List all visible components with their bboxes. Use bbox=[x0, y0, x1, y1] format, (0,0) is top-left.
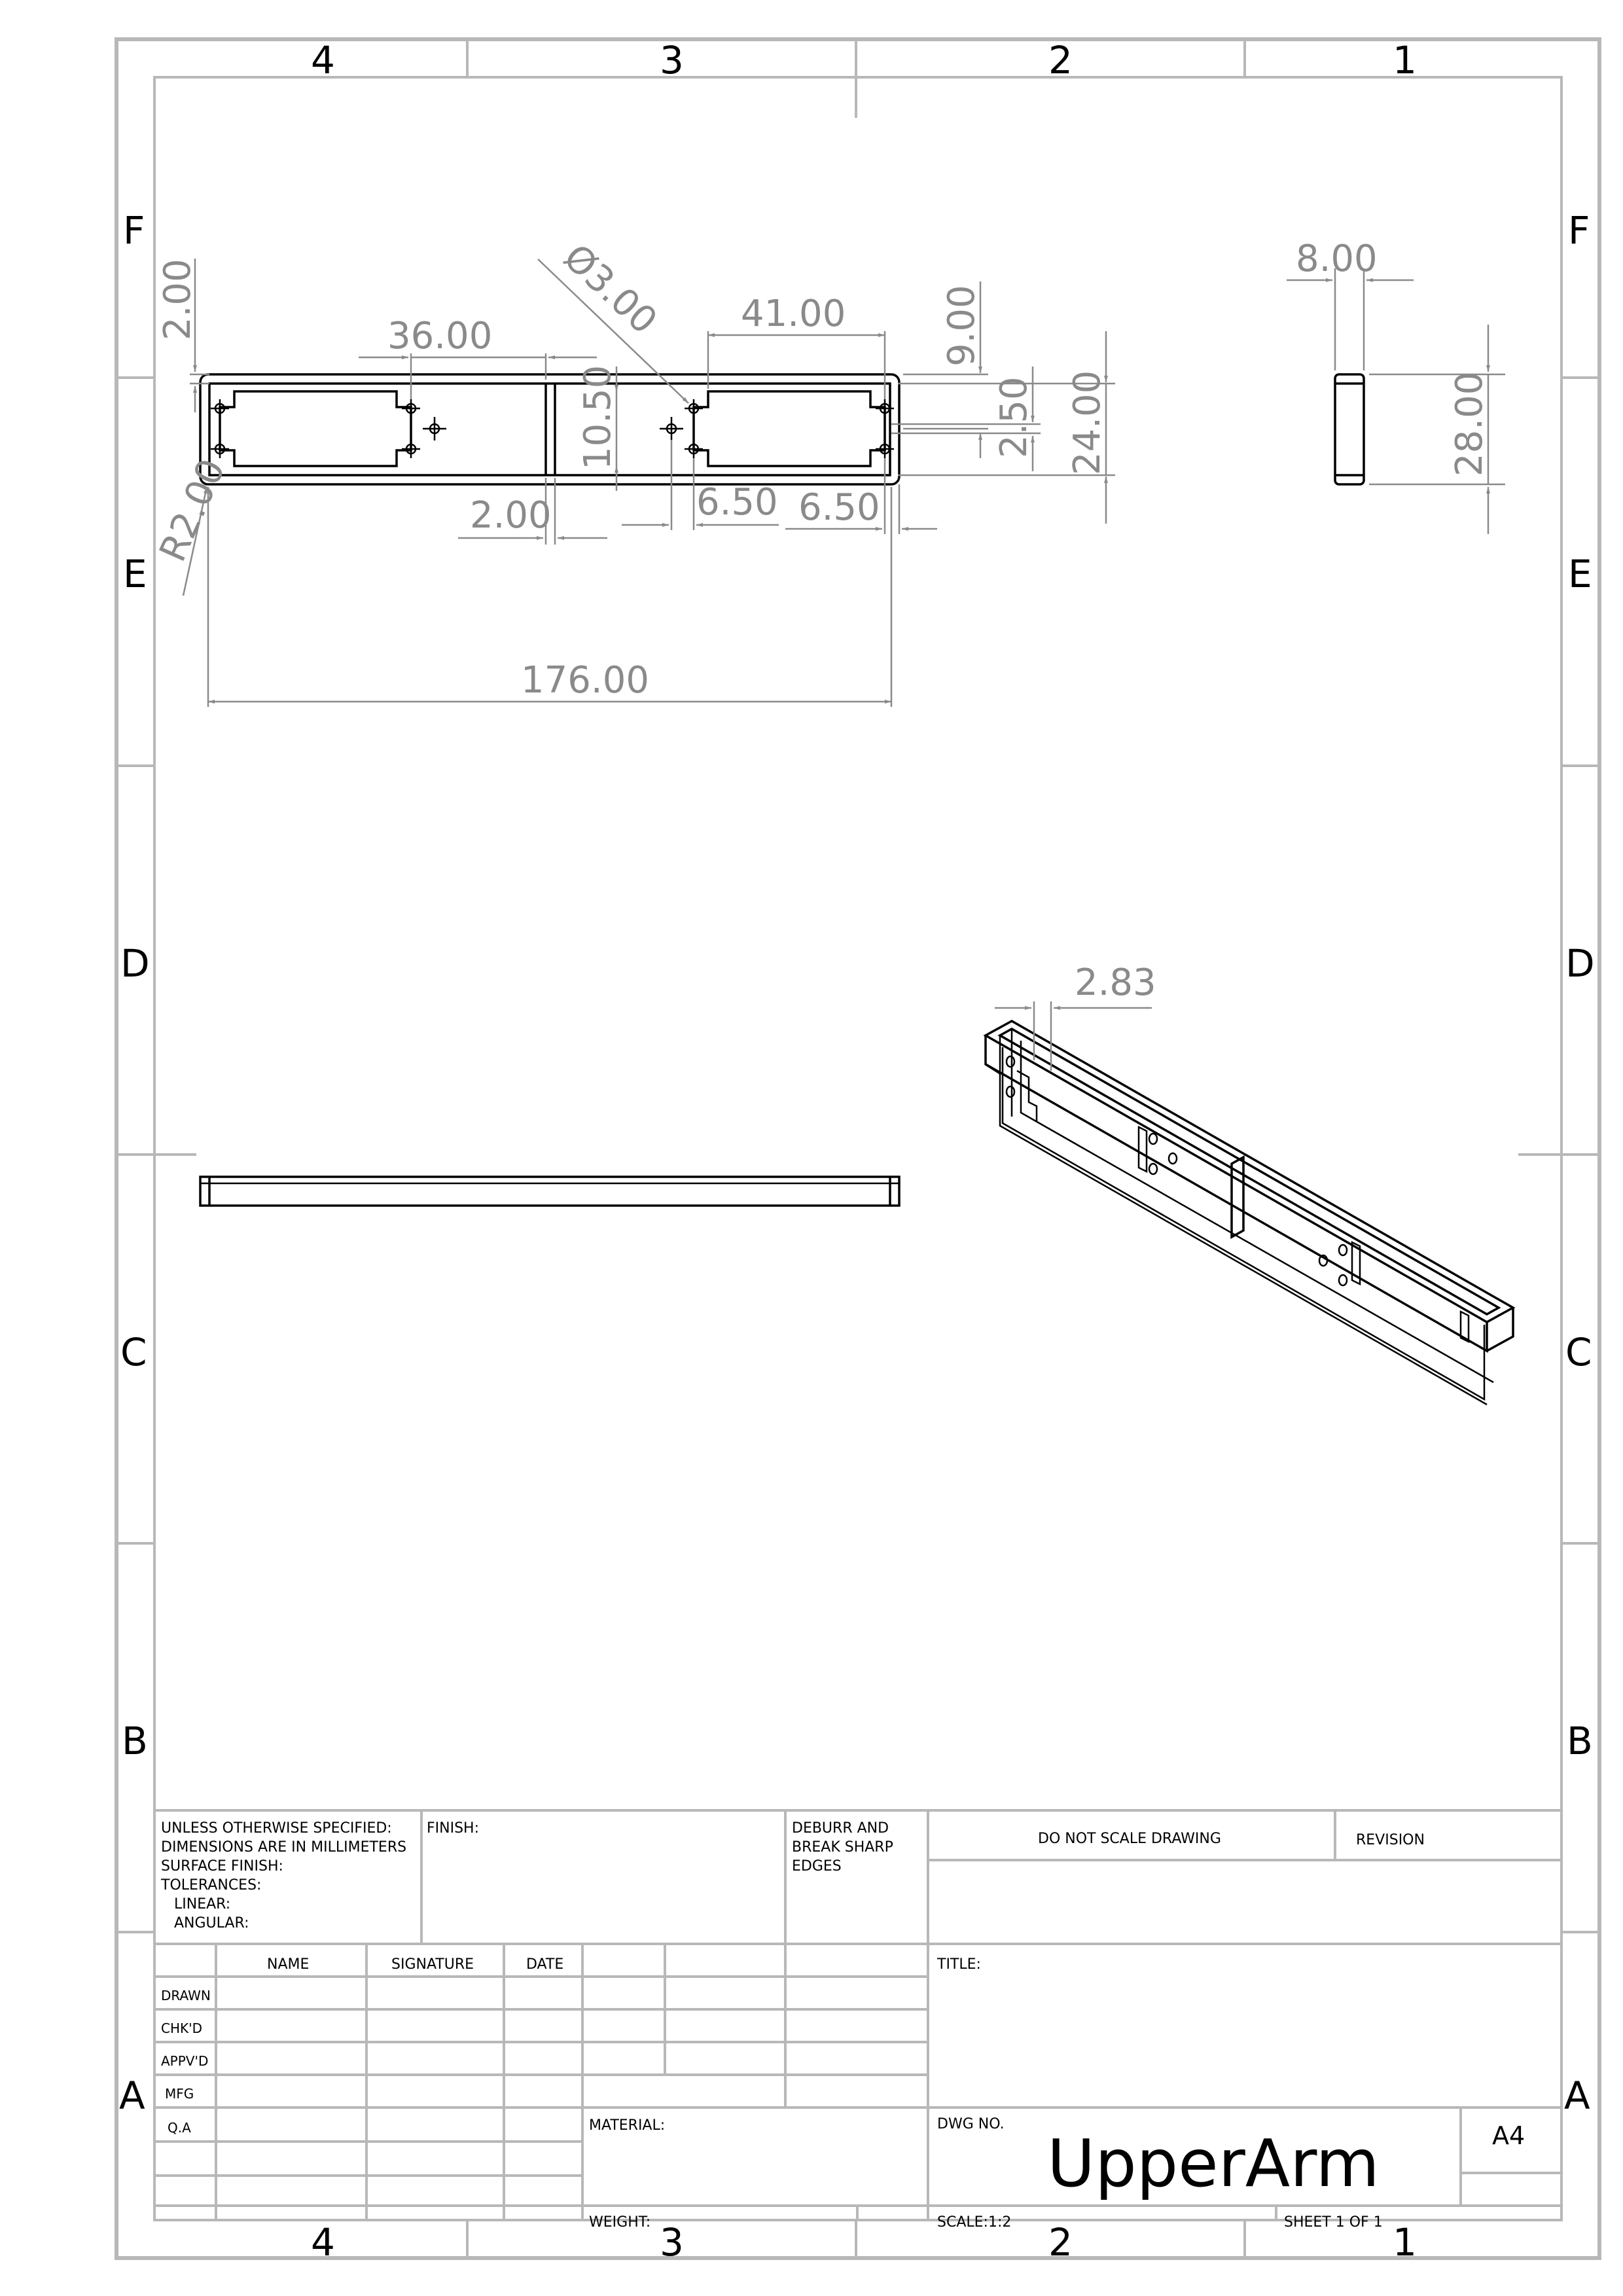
dim-side-8: 8.00 bbox=[1296, 238, 1378, 280]
note-surface: SURFACE FINISH: bbox=[161, 1858, 283, 1874]
dim-2-wall: 2.00 bbox=[470, 494, 552, 537]
zone-row-b-right: B bbox=[1567, 1719, 1593, 1763]
dim-6-5-b: 6.50 bbox=[798, 486, 880, 529]
note-angular: ANGULAR: bbox=[174, 1915, 249, 1931]
top-view-dimensions bbox=[151, 236, 1115, 707]
sheet-count: SHEET 1 OF 1 bbox=[1284, 2214, 1383, 2231]
note-linear: LINEAR: bbox=[174, 1896, 231, 1912]
zone-col-2-bottom: 2 bbox=[1048, 2220, 1073, 2265]
zone-col-3-top: 3 bbox=[660, 38, 684, 82]
right-servo-pocket bbox=[694, 391, 885, 466]
iso-top-outer bbox=[986, 1021, 1513, 1322]
zone-row-f-left: F bbox=[123, 208, 145, 253]
dim-6-5-a: 6.50 bbox=[696, 481, 778, 524]
dim-9: 9.00 bbox=[940, 285, 983, 367]
zone-row-c-right: C bbox=[1565, 1330, 1592, 1374]
iso-inner-rim bbox=[1000, 1029, 1499, 1314]
zone-ticks bbox=[116, 39, 1599, 2258]
row-checked: CHK'D bbox=[161, 2020, 203, 2036]
revision-label: REVISION bbox=[1356, 1832, 1425, 1848]
row-mfg: MFG bbox=[165, 2086, 194, 2102]
isometric-view bbox=[986, 961, 1513, 1405]
note-dimensions: DIMENSIONS ARE IN MILLIMETERS bbox=[161, 1839, 407, 1856]
iso-hole bbox=[1149, 1134, 1157, 1144]
dim-hole-diameter: Ø3.00 bbox=[555, 236, 666, 343]
row-qa: Q.A bbox=[168, 2120, 191, 2136]
zone-col-4-top: 4 bbox=[311, 38, 335, 82]
scale-label: SCALE:1:2 bbox=[937, 2214, 1012, 2231]
zone-col-4-bottom: 4 bbox=[311, 2220, 335, 2265]
do-not-scale: DO NOT SCALE DRAWING bbox=[1038, 1831, 1221, 1847]
top-view-inner-outline bbox=[209, 384, 890, 475]
zone-row-c-left: C bbox=[120, 1330, 147, 1374]
side-view bbox=[1287, 238, 1505, 534]
iso-hole bbox=[1007, 1056, 1014, 1067]
note-unless: UNLESS OTHERWISE SPECIFIED: bbox=[161, 1820, 392, 1837]
zone-row-e-right: E bbox=[1568, 552, 1592, 596]
iso-hole bbox=[1149, 1164, 1157, 1174]
iso-hole bbox=[1169, 1153, 1177, 1164]
left-servo-pocket bbox=[220, 391, 411, 466]
dim-176: 176.00 bbox=[521, 659, 649, 702]
finish-label: FINISH: bbox=[427, 1820, 480, 1837]
title-block bbox=[154, 1810, 1561, 2231]
zone-row-a-right: A bbox=[1564, 2073, 1590, 2118]
zone-row-e-left: E bbox=[123, 552, 147, 596]
front-view bbox=[200, 1177, 899, 1206]
zone-col-1-top: 1 bbox=[1393, 38, 1417, 82]
side-view-outline bbox=[1335, 374, 1364, 484]
sheet-size: A4 bbox=[1492, 2121, 1525, 2150]
dim-side-28: 28.00 bbox=[1448, 371, 1491, 476]
iso-hole bbox=[1339, 1245, 1347, 1255]
zone-col-1-bottom: 1 bbox=[1393, 2220, 1417, 2265]
header-signature: SIGNATURE bbox=[391, 1956, 474, 1973]
iso-notch-2 bbox=[1139, 1127, 1147, 1172]
dim-36: 36.00 bbox=[387, 315, 493, 357]
dim-41: 41.00 bbox=[741, 293, 846, 335]
zone-row-f-right: F bbox=[1568, 208, 1590, 253]
zone-col-3-bottom: 3 bbox=[660, 2220, 684, 2265]
iso-notch-1 bbox=[1017, 1071, 1037, 1122]
iso-hole bbox=[1339, 1275, 1347, 1285]
dim-2-5: 2.50 bbox=[993, 376, 1035, 458]
dim-iso-2-83: 2.83 bbox=[1075, 961, 1156, 1004]
deburr-line-2: BREAK SHARP bbox=[792, 1839, 893, 1856]
deburr-line-3: EDGES bbox=[792, 1858, 842, 1874]
title-label: TITLE: bbox=[937, 1956, 981, 1973]
weight-label: WEIGHT: bbox=[589, 2214, 651, 2231]
header-date: DATE bbox=[526, 1956, 564, 1973]
zone-row-d-right: D bbox=[1565, 941, 1595, 986]
dim-10-5: 10.50 bbox=[577, 365, 619, 470]
top-view bbox=[200, 374, 899, 484]
dwg-no-label: DWG NO. bbox=[937, 2116, 1005, 2132]
dim-radius: R2.00 bbox=[151, 452, 234, 568]
dim-24: 24.00 bbox=[1066, 370, 1109, 475]
outer-border bbox=[116, 39, 1599, 2258]
zone-col-2-top: 2 bbox=[1048, 38, 1073, 82]
front-view-outline bbox=[200, 1177, 899, 1206]
note-tolerances: TOLERANCES: bbox=[161, 1877, 262, 1893]
row-approved: APPV'D bbox=[161, 2053, 209, 2069]
header-name: NAME bbox=[267, 1956, 310, 1973]
mount-holes bbox=[211, 399, 894, 458]
zone-row-d-left: D bbox=[120, 941, 150, 986]
drawing-name: UpperArm bbox=[1047, 2125, 1380, 2202]
deburr-line-1: DEBURR AND bbox=[792, 1820, 889, 1837]
inner-border bbox=[154, 77, 1561, 2220]
zone-row-a-left: A bbox=[119, 2073, 145, 2118]
material-label: MATERIAL: bbox=[589, 2117, 666, 2134]
zone-row-b-left: B bbox=[122, 1719, 148, 1763]
zone-labels bbox=[119, 38, 1595, 2265]
dim-2-top: 2.00 bbox=[156, 259, 199, 340]
iso-front-face bbox=[986, 1035, 1487, 1351]
row-drawn: DRAWN bbox=[161, 1988, 211, 2003]
iso-hole bbox=[1007, 1086, 1014, 1097]
